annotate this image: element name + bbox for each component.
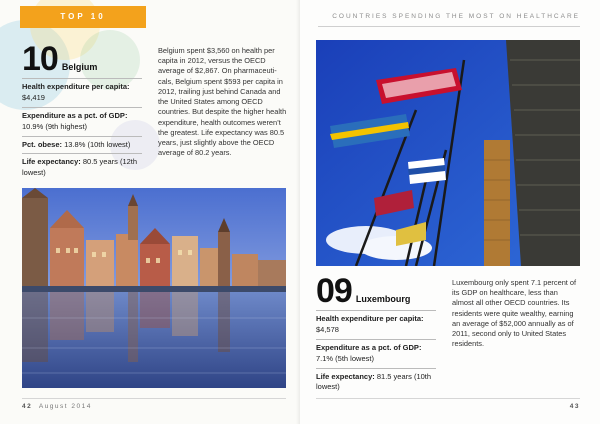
footer-rule: [316, 398, 580, 399]
header-rule: [318, 26, 580, 27]
facts-box-luxembourg: [316, 310, 436, 396]
rank-heading-luxembourg: [316, 272, 411, 310]
flags-building-photo: [316, 40, 580, 266]
section-tab-label: TOP 10: [60, 12, 106, 21]
footer-right: [560, 403, 580, 410]
page-number: 43: [569, 403, 580, 410]
rank-number: 09: [316, 272, 352, 310]
article-body-belgium: Belgium spent $3,560 on health per capita in 2012, versus the OECD average of $2,867. On pharmaceuti-cals, Belgium spent $593 per capita in 2012, trailing just behind Canada and the United States among OECD countries. But despite the higher health expenditure, health outcomes weren’t the greatest. Life expectancy was 80.5 years, just slightly above the OECD average of 80.2 years.: [158, 46, 287, 158]
article-body-luxembourg: Luxembourg only spent 7.1 percent of its GDP on healthcare, less than almost all other OECD countries. Its residents were quite wealthy, earning an average of $52,000 annually as of 2011, second only to United States residents.: [452, 278, 577, 349]
fact-item: Health expenditure per capita: $4,578: [316, 310, 436, 339]
bruges-canal-illustration: [22, 188, 286, 388]
fact-item: Expenditure as a pct. of GDP: 10.9% (9th highest): [22, 107, 142, 136]
rank-number: 10: [22, 40, 58, 78]
running-title: COUNTRIES SPENDING THE MOST ON HEALTHCARE: [332, 13, 580, 20]
fact-item: Life expectancy: 81.5 years (10th lowest): [316, 368, 436, 397]
facts-box-belgium: [22, 78, 142, 182]
bruges-canal-photo: [22, 188, 286, 388]
rank-heading-belgium: [22, 40, 98, 78]
footer-left: [22, 403, 92, 410]
fact-item: Pct. obese: 13.8% (10th lowest): [22, 136, 142, 154]
fact-item: Expenditure as a pct. of GDP: 7.1% (5th lowest): [316, 339, 436, 368]
country-name: Belgium: [61, 62, 98, 73]
country-name: Luxembourg: [355, 294, 411, 305]
issue-date: August 2014: [38, 403, 92, 410]
page-number: 42: [22, 403, 33, 410]
footer-rule: [22, 398, 286, 399]
section-tab: [20, 6, 146, 28]
flags-illustration: [316, 40, 580, 266]
fact-item: Life expectancy: 80.5 years (12th lowest): [22, 153, 142, 182]
fact-item: Health expenditure per capita: $4,419: [22, 78, 142, 107]
